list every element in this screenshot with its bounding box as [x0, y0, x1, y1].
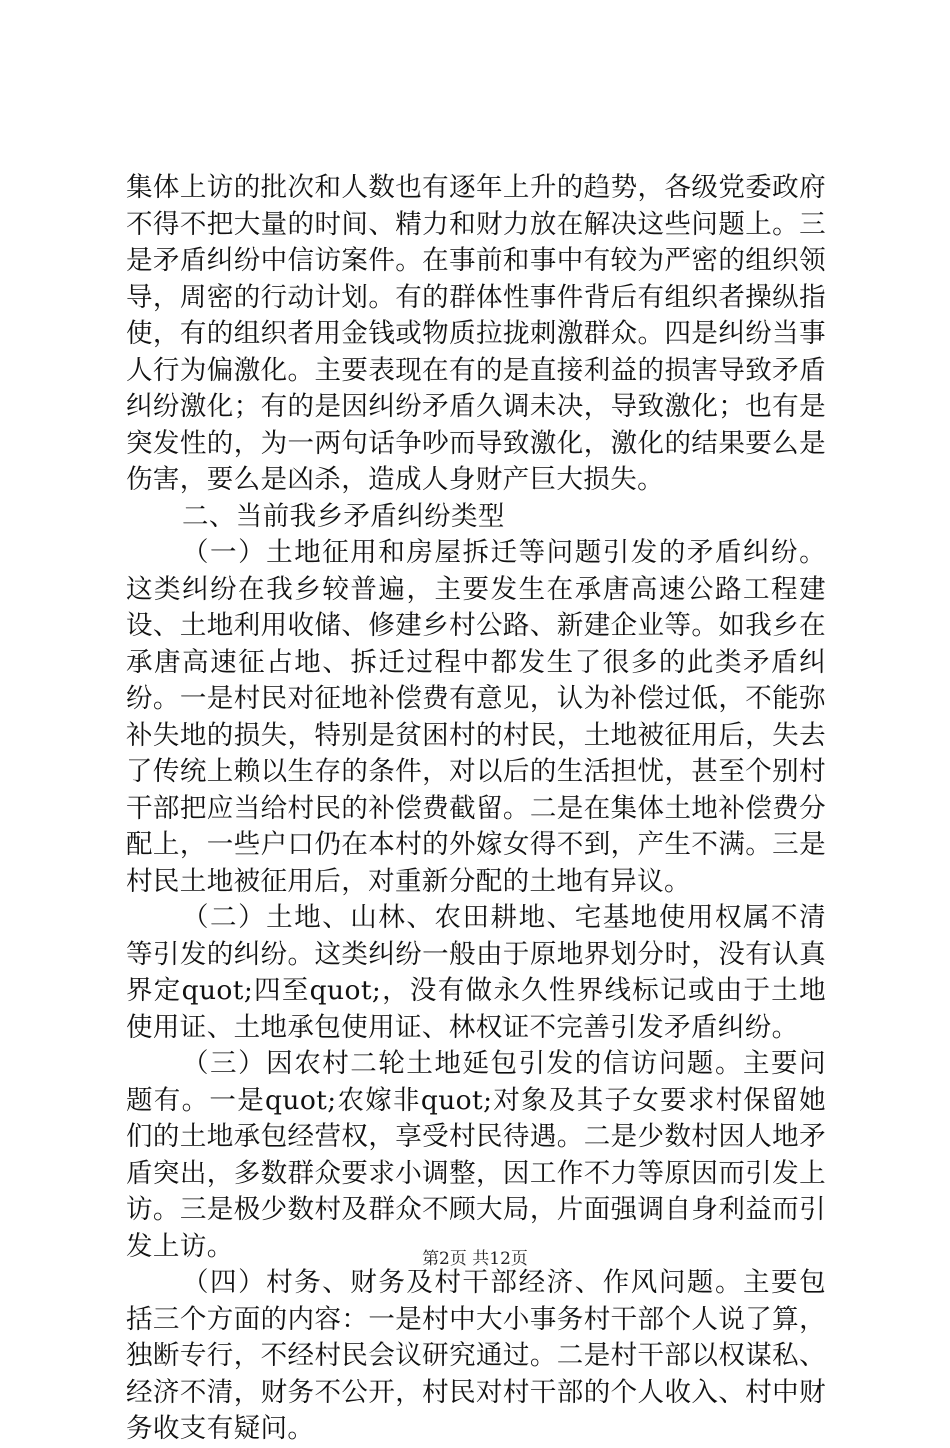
section-heading: 二、当前我乡矛盾纠纷类型 [182, 500, 505, 532]
paragraph-item-3: （三）因农村二轮土地延包引发的信访问题。主要问题有。一是quot;农嫁非quot;对象及其子女要求村保留她们的土地承包经营权，享受村民待遇。二是少数村因人地矛盾突出，多数群众要求小调整，因工作不力等原因而引发上访。三是极少数村及群众不顾大局，片面强调自身利益而引发上访。 [126, 1048, 826, 1262]
paragraph-item-2: （二）土地、山林、农田耕地、宅基地使用权属不清等引发的纠纷。这类纠纷一般由于原地界划分时，没有认真界定quot;四至quot;，没有做永久性界线标记或由于土地使用证、土地承包使用证、林权证不完善引发矛盾纠纷。 [126, 902, 826, 1043]
paragraph-item-1: （一）土地征用和房屋拆迁等问题引发的矛盾纠纷。这类纠纷在我乡较普遍，主要发生在承唐高速公路工程建设、土地利用收储、修建乡村公路、新建企业等。如我乡在承唐高速征占地、拆迁过程中都发生了很多的此类矛盾纠纷。一是村民对征地补偿费有意见，认为补偿过低，不能弥补失地的损失，特别是贫困村的村民，土地被征用后，失去了传统上赖以生存的条件，对以后的生活担忧，甚至个别村干部把应当给村民的补偿费截留。二是在集体土地补偿费分配上，一些户口仍在本村的外嫁女得不到，产生不满。三是村民土地被征用后，对重新分配的土地有异议。 [126, 537, 826, 897]
paragraph-item-4: （四）村务、财务及村干部经济、作风问题。主要包括三个方面的内容：一是村中大小事务村干部个人说了算，独断专行，不经村民会议研究通过。二是村干部以权谋私、经济不清，财务不公开，村民对村干部的个人收入、村中财务收支有疑问。 [126, 1267, 826, 1444]
page-footer: 第2页 共12页 [422, 1249, 528, 1269]
paragraph-continuation: 集体上访的批次和人数也有逐年上升的趋势，各级党委政府不得不把大量的时间、精力和财力放在解决这些问题上。三是矛盾纠纷中信访案件。在事前和事中有较为严密的组织领导，周密的行动计划。有的群体性事件背后有组织者操纵指使，有的组织者用金钱或物质拉拢刺激群众。四是纠纷当事人行为偏激化。主要表现在有的是直接利益的损害导致矛盾纠纷激化；有的是因纠纷矛盾久调未决，导致激化；也有是突发性的，为一两句话争吵而导致激化，激化的结果要么是伤害，要么是凶杀，造成人身财产巨大损失。 [126, 172, 826, 495]
